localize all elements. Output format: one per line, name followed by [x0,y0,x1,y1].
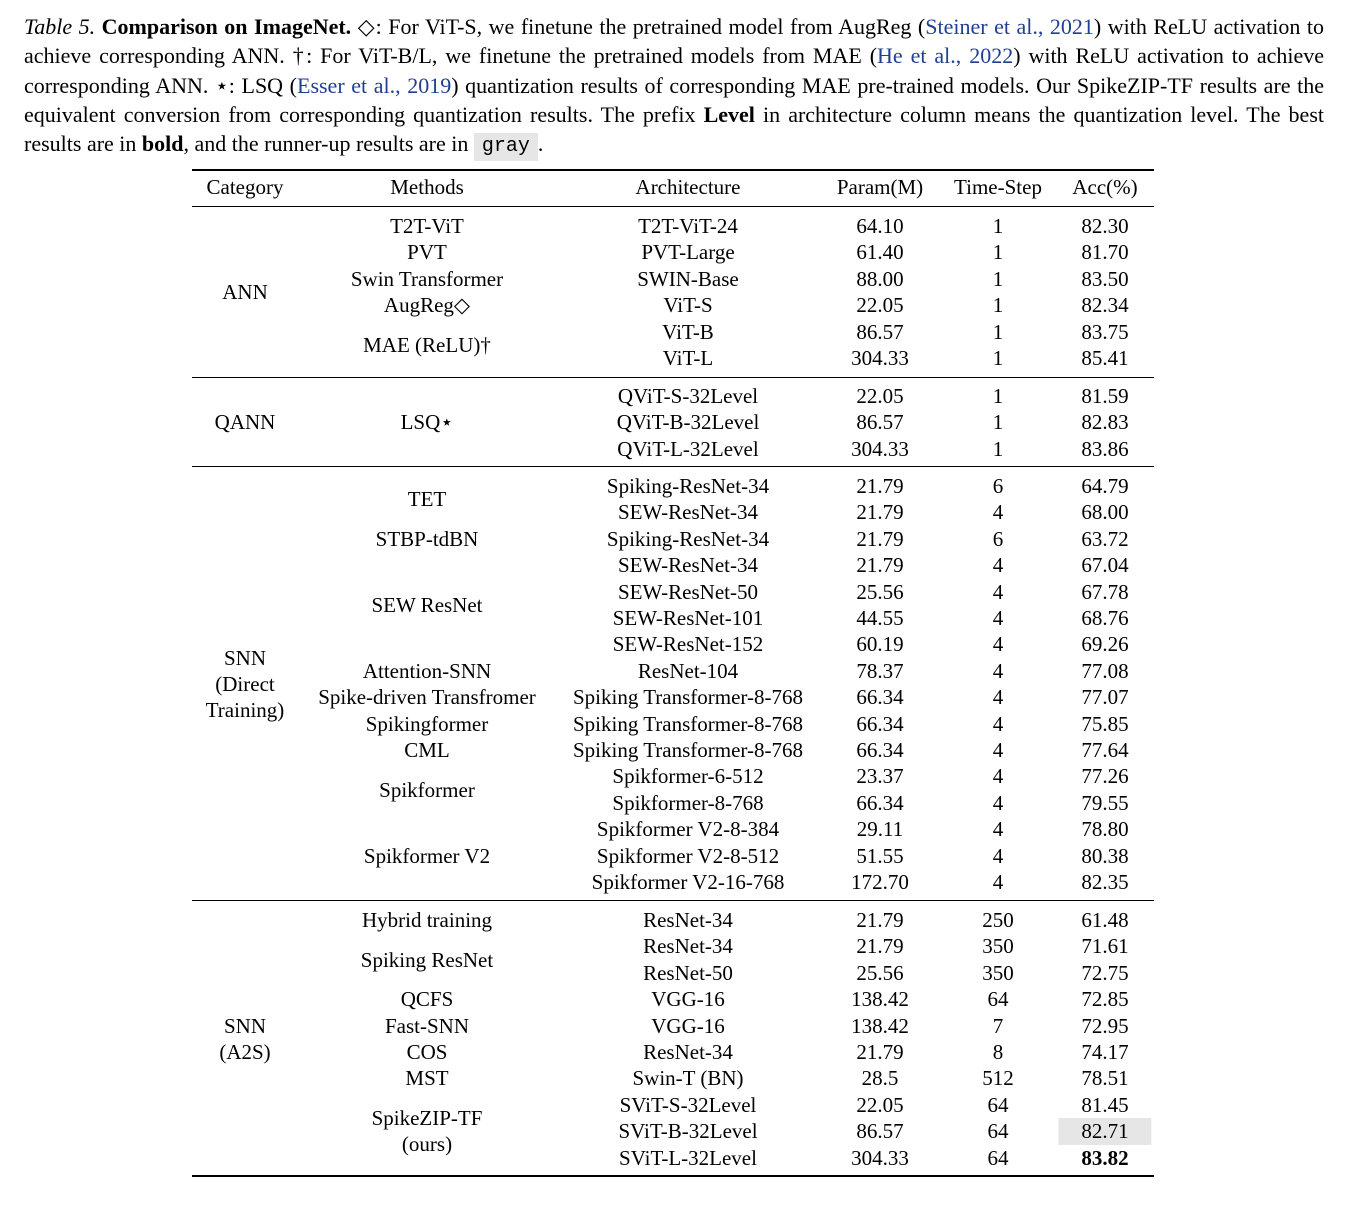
timestep-cell: 4 [992,658,1004,683]
method-cell [297,1065,557,1091]
timestep-cell: 64 [987,1119,1009,1144]
method-line: Spikformer [379,777,475,802]
architecture-cell: SViT-B-32Level [618,1119,758,1144]
param-cell: 66.34 [856,738,904,762]
acc-cell: 77.07 [1081,685,1129,710]
acc-cell: 64.79 [1081,474,1129,498]
method-cell [297,658,557,684]
acc-cell: 81.59 [1081,384,1129,408]
acc-cell: 82.35 [1081,870,1129,894]
param-cell: 21.79 [856,908,904,932]
param-cell: 21.79 [856,500,904,525]
method-cell [297,1105,557,1158]
architecture-cell: ResNet-34 [643,934,733,959]
timestep-cell: 4 [992,817,1004,842]
timestep-cell: 4 [992,711,1004,736]
acc-cell: 67.04 [1081,553,1129,578]
method-cell [297,777,557,803]
architecture-cell: PVT-Large [641,240,735,265]
param-cell: 138.42 [851,987,909,1012]
architecture-cell: Spiking-ResNet-34 [606,474,770,498]
method-line: Swin Transformer [350,266,504,291]
category-line: (A2S) [219,1040,271,1064]
architecture-cell: Spikformer V2-8-512 [596,843,780,868]
acc-cell: 80.38 [1081,843,1129,868]
timestep-cell: 4 [992,843,1004,868]
timestep-cell: 4 [992,870,1004,894]
timestep-cell: 1 [992,319,1004,344]
method-cell [297,239,557,265]
method-cell [297,266,557,292]
timestep-cell: 350 [982,934,1014,959]
acc-cell-runner-up: 82.71 [1058,1118,1151,1144]
architecture-cell: SEW-ResNet-34 [618,500,758,525]
timestep-cell: 1 [992,240,1004,265]
param-cell: 21.79 [856,1040,904,1064]
architecture-cell: ResNet-104 [637,658,739,683]
acc-cell: 71.61 [1081,934,1129,959]
param-cell: 29.11 [856,817,904,842]
category-line: (Direct [215,672,275,696]
method-line: Spike-driven Transfromer [318,685,536,710]
param-cell: 304.33 [851,346,909,370]
diamond-symbol: ◇ [357,14,376,39]
section-rule [192,900,1154,901]
caption-text: : For ViT-B/L, we finetune the pretrained models from MAE ( [306,43,878,69]
method-cell [297,907,557,933]
method-cell [297,843,557,869]
section-rule [192,466,1154,467]
acc-cell-best: 83.82 [1081,1145,1129,1170]
method-line: TET [407,487,447,512]
architecture-cell: SViT-S-32Level [619,1092,757,1117]
param-cell: 21.79 [856,526,904,551]
caption-gray-box: gray [474,133,538,161]
architecture-cell: Spikformer V2-16-768 [591,870,785,894]
method-line: Spikingformer [365,711,489,736]
acc-cell: 79.55 [1081,790,1129,815]
architecture-cell: ResNet-50 [643,960,733,985]
method-cell [297,711,557,737]
column-header: Methods [390,175,464,199]
timestep-cell: 6 [992,474,1004,498]
method-cell [297,737,557,763]
category-cell [185,1013,305,1066]
method-line: SEW ResNet [371,592,483,617]
method-line: QCFS [400,987,454,1012]
param-cell: 51.55 [856,843,904,868]
timestep-cell: 64 [987,1145,1009,1170]
architecture-cell: ViT-S [663,293,713,318]
method-cell [297,947,557,973]
param-cell: 44.55 [856,606,904,630]
acc-cell: 83.86 [1081,436,1129,461]
timestep-cell: 1 [992,384,1004,408]
timestep-cell: 1 [992,346,1004,370]
caption-text: ) with ReLU activation to achieve corresponding ANN. [24,43,1325,98]
param-cell: 86.57 [856,410,904,435]
acc-cell: 78.51 [1081,1066,1129,1091]
architecture-cell: Spiking Transformer-8-768 [573,711,803,736]
method-cell [297,1039,557,1065]
column-header: Time-Step [954,175,1042,199]
architecture-cell: QViT-S-32Level [617,384,759,408]
architecture-cell: SEW-ResNet-34 [618,553,758,578]
caption-label: Table 5. [24,14,96,39]
param-cell: 22.05 [856,1092,904,1117]
acc-cell: 83.75 [1081,319,1129,344]
acc-cell: 82.30 [1081,214,1129,238]
param-cell: 25.56 [856,960,904,985]
timestep-cell: 1 [992,293,1004,318]
method-line: SpikeZIP-TF [371,1106,483,1130]
category-line: ANN [222,280,268,304]
architecture-cell: T2T-ViT-24 [638,214,738,238]
acc-cell: 68.76 [1081,606,1129,630]
method-line: Spiking ResNet [360,947,494,972]
timestep-cell: 7 [992,1013,1004,1038]
category-line: QANN [214,410,276,435]
architecture-cell: QViT-B-32Level [616,410,760,435]
timestep-cell: 4 [992,685,1004,710]
citation-link[interactable]: Steiner et al., 2021 [925,14,1094,39]
table-caption [24,12,1324,161]
timestep-cell: 4 [992,632,1004,657]
method-cell [297,1013,557,1039]
architecture-cell: VGG-16 [651,1013,725,1038]
column-header: Architecture [635,175,741,199]
column-header: Category [206,175,284,199]
param-cell: 21.79 [856,934,904,959]
param-cell: 22.05 [856,293,904,318]
category-line: SNN [223,645,266,670]
caption-text: ) with ReLU activation to achieve corresponding ANN. [24,14,1325,69]
param-cell: 22.05 [856,384,904,408]
category-cell [185,279,305,305]
table-bottom-rule [192,1175,1154,1177]
header-rule [192,206,1154,207]
category-line: Training) [205,698,285,723]
timestep-cell: 64 [987,1092,1009,1117]
method-line: CML [404,738,450,762]
architecture-cell: Spikformer-6-512 [612,764,764,789]
architecture-cell: SEW-ResNet-101 [612,606,764,630]
architecture-cell: Spiking Transformer-8-768 [573,738,803,762]
timestep-cell: 4 [992,738,1004,762]
acc-cell: 81.45 [1081,1092,1129,1117]
param-cell: 66.34 [856,685,904,710]
architecture-cell: ViT-L [662,346,714,370]
method-line: Spikformer V2 [363,843,491,868]
acc-cell: 78.80 [1081,817,1129,842]
method-cell [297,486,557,512]
column-header: Acc(%) [1072,175,1138,199]
acc-cell: 83.50 [1081,266,1129,291]
timestep-cell: 64 [987,987,1009,1012]
param-cell: 25.56 [856,579,904,604]
dagger-symbol: † [292,43,307,69]
method-cell [297,213,557,239]
acc-cell: 81.70 [1081,240,1129,265]
timestep-cell: 250 [982,908,1014,932]
param-cell: 61.40 [856,240,904,265]
table-top-rule [192,169,1154,171]
acc-cell: 63.72 [1081,526,1129,551]
acc-cell: 67.78 [1081,579,1129,604]
caption-text: in architecture column means the quantization level. The best results are in [24,101,1324,157]
acc-cell: 82.83 [1081,410,1129,435]
param-cell: 138.42 [851,1013,909,1038]
param-cell: 86.57 [856,319,904,344]
architecture-cell: Spikformer-8-768 [612,790,764,815]
timestep-cell: 4 [992,500,1004,525]
architecture-cell: SEW-ResNet-50 [618,579,758,604]
caption-title: Comparison on ImageNet. [101,14,352,39]
timestep-cell: 512 [982,1066,1014,1091]
param-cell: 304.33 [851,1145,909,1170]
method-cell [297,986,557,1012]
param-cell: 88.00 [856,266,904,291]
acc-cell: 72.75 [1081,960,1129,985]
method-cell [297,409,557,435]
param-cell: 66.34 [856,790,904,815]
param-cell: 23.37 [856,764,904,789]
architecture-cell: ViT-B [662,319,714,344]
timestep-cell: 350 [982,960,1014,985]
caption-bold-word: bold [141,131,184,157]
architecture-cell: Spiking-ResNet-34 [606,526,770,551]
method-line: AugReg◇ [383,293,471,318]
architecture-cell: ResNet-34 [643,1040,733,1064]
category-line: SNN [223,1013,266,1038]
star-symbol: ⋆ [215,72,229,98]
architecture-cell: SEW-ResNet-152 [612,632,764,657]
method-line: (ours) [401,1132,453,1157]
param-cell: 64.10 [856,214,904,238]
method-line: Attention-SNN [362,658,492,683]
method-cell [297,684,557,710]
column-header: Param(M) [836,175,924,199]
param-cell: 172.70 [851,870,909,894]
method-cell [297,332,557,358]
acc-cell: 74.17 [1081,1040,1129,1064]
timestep-cell: 8 [992,1040,1004,1064]
architecture-cell: QViT-L-32Level [617,436,759,461]
acc-cell: 77.64 [1081,738,1129,762]
param-cell: 21.79 [856,474,904,498]
method-line: MAE (ReLU)† [363,332,491,357]
citation-link[interactable]: Esser et al., 2019 [297,72,452,98]
param-cell: 86.57 [856,1119,904,1144]
timestep-cell: 4 [992,606,1004,630]
caption-text: ) quantization results of corresponding MAE pre-trained models. Our SpikeZIP-TF results are the equivalent conversion from corresponding quantization results. The prefix [24,72,1325,127]
method-cell [297,592,557,618]
timestep-cell: 4 [992,579,1004,604]
architecture-cell: SWIN-Base [637,266,739,291]
method-line: MST [405,1066,449,1091]
architecture-cell: ResNet-34 [643,908,733,932]
caption-text: : For ViT-S, we finetune the pretrained model from AugReg ( [375,14,926,39]
timestep-cell: 4 [992,553,1004,578]
caption-text: , and the runner-up results are in [183,131,474,157]
acc-cell: 72.85 [1081,987,1129,1012]
acc-cell: 61.48 [1081,908,1129,932]
timestep-cell: 4 [992,764,1004,789]
method-line: Fast-SNN [384,1013,469,1038]
caption-text: : LSQ ( [228,72,297,98]
param-cell: 60.19 [856,632,904,657]
architecture-cell: Spiking Transformer-8-768 [573,685,803,710]
method-line: STBP-tdBN [375,526,479,551]
caption-level-word: Level [703,101,755,127]
param-cell: 21.79 [856,553,904,578]
method-line: LSQ⋆ [400,410,454,435]
param-cell: 28.5 [861,1066,899,1091]
category-cell [185,645,305,724]
timestep-cell: 1 [992,266,1004,291]
param-cell: 304.33 [851,436,909,461]
acc-cell: 77.08 [1081,658,1129,683]
acc-cell: 68.00 [1081,500,1129,525]
method-line: T2T-ViT [390,214,464,238]
acc-cell: 82.34 [1081,293,1129,318]
acc-cell: 72.95 [1081,1013,1129,1038]
acc-cell: 69.26 [1081,632,1129,657]
param-cell: 66.34 [856,711,904,736]
citation-link[interactable]: He et al., 2022 [877,43,1014,69]
method-cell [297,292,557,318]
method-line: Hybrid training [361,908,493,932]
timestep-cell: 1 [992,410,1004,435]
acc-cell: 85.41 [1081,346,1129,370]
method-line: PVT [407,240,447,265]
section-rule [192,377,1154,378]
acc-cell: 77.26 [1081,764,1129,789]
acc-cell: 75.85 [1081,711,1129,736]
architecture-cell: Spikformer V2-8-384 [596,817,780,842]
architecture-cell: SViT-L-32Level [619,1145,757,1170]
architecture-cell: Swin-T (BN) [632,1066,744,1091]
method-line: COS [406,1040,448,1064]
caption-text: . [537,131,544,157]
param-cell: 78.37 [856,658,904,683]
timestep-cell: 4 [992,790,1004,815]
method-cell [297,526,557,552]
architecture-cell: VGG-16 [651,987,725,1012]
timestep-cell: 1 [992,436,1004,461]
category-cell [185,409,305,435]
timestep-cell: 6 [992,526,1004,551]
timestep-cell: 1 [992,214,1004,238]
